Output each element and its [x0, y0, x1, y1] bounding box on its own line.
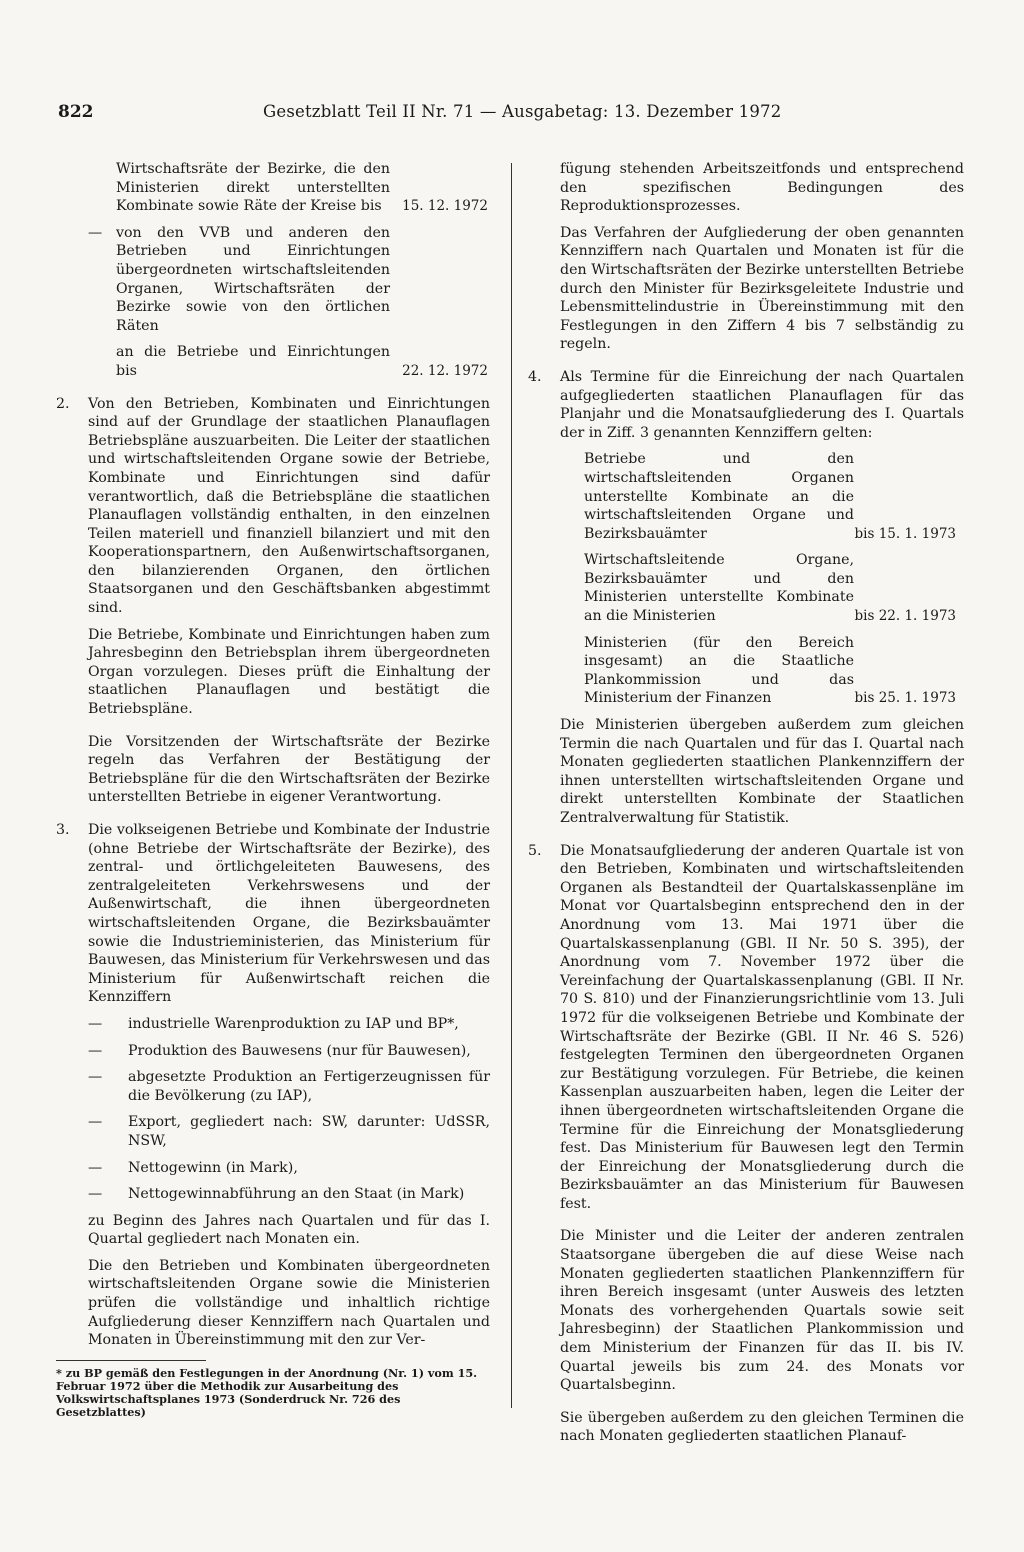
deadline-entry: Ministerien (für den Bereich insgesamt) an die Staatliche Plankommission und das Ministerium der Finanzen bis 25. 1. 1973	[584, 634, 956, 707]
kennziffer-item: — industrielle Warenproduktion zu IAP und BP*,	[88, 1015, 459, 1032]
section-4	[528, 368, 964, 828]
dash-block	[56, 224, 490, 336]
deadline-block-1	[56, 160, 490, 216]
kennziffer-item: — Produktion des Bauwesens (nur für Bauwesen),	[88, 1042, 471, 1059]
deadline-2-text: an die Betriebe und Einrichtungen bis	[116, 344, 390, 379]
kennziffer-item: — Export, gegliedert nach: SW, darunter: UdSSR, NSW,	[88, 1114, 490, 1149]
right-column	[528, 160, 964, 1446]
deadline-entry: Betriebe und den wirtschaftsleitenden Organen unterstellte Kombinate an die wirtschaftsleitenden Organe und Bezirksbauämter bis 15. 1. 1973	[584, 451, 956, 542]
column-divider	[511, 163, 512, 1408]
dash-marker: —	[88, 224, 103, 241]
section-2-paragraph-3: Die Vorsitzenden der Wirtschaftsräte der Bezirke regeln das Verfahren der Bestätigung der Betriebspläne für die den Wirtschaftsräten der Bezirke unterstellten Betriebe in eigener Verantwortung.	[88, 733, 490, 806]
running-title: Gesetzblatt Teil II Nr. 71 — Ausgabetag: 13. Dezember 1972	[263, 102, 782, 121]
section-2-paragraph-2: Die Betriebe, Kombinate und Einrichtungen haben zum Jahresbeginn den Betriebsplan ihrem übergeordneten Organ vorzulegen. Dieses prüft die Einhaltung der staatlichen Planauflagen und bestätigt die Betriebspläne.	[88, 626, 490, 718]
section-4-paragraph-1: Als Termine für die Einreichung der nach Quartalen aufgegliederten staatlichen Planauflagen für das Planjahr und die Monatsaufgliederung des I. Quartals der in Ziff. 3 genannten Kennziffern gelten:	[560, 368, 964, 441]
section-5	[528, 842, 964, 1446]
deadline-1-date: 15. 12. 1972	[402, 198, 488, 215]
section-3	[56, 821, 490, 1350]
section-2-paragraph-1: Von den Betrieben, Kombinaten und Einrichtungen sind auf der Grundlage der staatlichen Planauflagen Betriebspläne auszuarbeiten. Die Leiter der staatlichen und wirtschaftsleitenden Organe sowie der Betriebe, Kombinate und Einrichtungen sind dafür verantwortlich, daß die Betriebspläne die staatlichen Planauflagen vollständig enthalten, in den einzelnen Teilen materiell und finanziell bilanziert und mit den Kooperationspartnern, den Außenwirtschaftsorganen, den bilanzierenden Organen, den örtlichen Staatsorganen und den Geschäftsbanken abgestimmt sind.	[88, 395, 490, 617]
section-5-paragraph-1: Die Monatsaufgliederung der anderen Quartale ist von den Betrieben, Kombinaten und wirtschaftsleitenden Organen als Bestandteil der Quartalskassenpläne im Monat vor Quartalsbeginn entsprechend den in der Anordnung vom 13. Mai 1971 über die Quartalskassenplanung (GBl. II Nr. 50 S. 395), der Anordnung vom 7. November 1972 über die Vereinfachung der Quartalskassenplanung (GBl. II Nr. 70 S. 810) und der Finanzierungsrichtlinie vom 13. Juli 1972 für die volkseigenen Betriebe und Kombinate der Wirtschaftsräte der Bezirke (GBl. II Nr. 46 S. 526) festgelegten Terminen den übergeordneten Organen zur Bestätigung vorzulegen. Für Betriebe, die keinen Kassenplan auszuarbeiten haben, legen die Leiter der ihnen übergeordneten wirtschaftsleitenden Organe die Termine für die Einreichung der Monatsgliederung fest. Das Ministerium für Bauwesen legt den Termin der Einreichung der Monatsgliederung durch die Bezirksbauämter an das Ministerium für Bauwesen fest.	[560, 842, 964, 1212]
section-3-number: 3.	[56, 822, 70, 838]
section-4-number: 4.	[528, 368, 542, 385]
deadline-1-text: Wirtschaftsräte der Bezirke, die den Ministerien direkt unterstellten Kombinate sowie Räte der Kreise bis	[116, 161, 390, 215]
deadline-block-2	[56, 343, 490, 380]
deadline-entry: Wirtschaftsleitende Organe, Bezirksbauämter und den Ministerien unterstellte Kombinate an die Ministerien bis 22. 1. 1973	[584, 552, 956, 625]
page-header	[58, 102, 978, 132]
section-2	[56, 395, 490, 807]
dash-block-text: von den VVB und anderen den Betrieben und Einrichtungen übergeordneten wirtschaftsleitenden Organen, Wirtschaftsräten der Bezirke sowie von den örtlichen Räten	[116, 224, 390, 334]
section-5-paragraph-2: Die Minister und die Leiter der anderen zentralen Staatsorgane übergeben die auf diese Weise nach Monaten gegliederten staatlichen Plankennziffern für ihren Bereich insgesamt (unter Ausweis des letzten Monats des vorhergehenden Quartals sowie seit Jahresbeginn) der Staatlichen Plankommission und dem Ministerium der Finanzen für das II. bis IV. Quartal jeweils bis zum 24. des Monats vor Quartalsbeginn.	[560, 1228, 964, 1394]
continuation-paragraph: fügung stehenden Arbeitszeitfonds und entsprechend den spezifischen Bedingungen des Reproduktionsprozesses.	[560, 161, 964, 215]
deadline-2-date: 22. 12. 1972	[402, 362, 488, 379]
section-3-paragraph-2: zu Beginn des Jahres nach Quartalen und für das I. Quartal gegliedert nach Monaten ein.	[88, 1212, 490, 1248]
kennziffer-item: — Nettogewinn (in Mark),	[88, 1159, 298, 1176]
section-4-paragraph-2: Die Ministerien übergeben außerdem zum gleichen Termin die nach Quartalen und für das I. Quartal nach Monaten gegliederten staatlichen Plankennziffern der ihnen unterstellten wirtschaftsleitenden Organe und direkt unterstellten Kombinate der Staatlichen Zentralverwaltung für Statistik.	[560, 717, 964, 826]
section-5-number: 5.	[528, 842, 542, 859]
footnote-rule	[56, 1360, 206, 1361]
section-5-paragraph-3: Sie übergeben außerdem zu den gleichen Terminen die nach Monaten gegliederten staatlichen Planauf-	[560, 1409, 964, 1445]
footnote: * zu BP gemäß den Festlegungen in der Anordnung (Nr. 1) vom 15. Februar 1972 über die Methodik zur Ausarbeitung des Volkswirtschaftsplanes 1973 (Sonderdruck Nr. 726 des Gesetzblattes)	[56, 1365, 478, 1419]
kennziffer-item: — Nettogewinnabführung an den Staat (in Mark)	[88, 1186, 465, 1203]
section-3-paragraph-1: Die volkseigenen Betriebe und Kombinate der Industrie (ohne Betriebe der Wirtschaftsräte der Bezirke), des zentral- und örtlichgeleiteten Bauwesens, des zentralgeleiteten Verkehrswesens und der Außenwirtschaft, die ihnen übergeordneten wirtschaftsleitenden Organe, die Bezirksbauämter sowie die Industrieministerien, das Ministerium für Bauwesen, das Ministerium für Verkehrswesen und das Ministerium für Außenwirtschaft reichen die Kennziffern	[88, 822, 490, 1006]
section-3-paragraph-3: Die den Betrieben und Kombinaten übergeordneten wirtschaftsleitenden Organe sowie die Ministerien prüfen die vollständige und inhaltlich richtige Aufgliederung dieser Kennziffern nach Quartalen und Monaten in Übereinstimmung mit den zur Ver-	[88, 1257, 490, 1349]
procedure-paragraph: Das Verfahren der Aufgliederung der oben genannten Kennziffern nach Quartalen und Monaten ist für die den Wirtschaftsräten der Bezirke unterstellten Betriebe durch den Minister für Bezirksgeleitete Industrie und Lebensmittelindustrie in Übereinstimmung mit den Festlegungen in den Ziffern 4 bis 7 selbständig zu regeln.	[560, 224, 964, 353]
section-2-number: 2.	[56, 395, 70, 412]
page-number: 822	[58, 102, 94, 122]
left-column	[56, 160, 490, 1419]
kennziffer-item: — abgesetzte Produktion an Fertigerzeugnissen für die Bevölkerung (zu IAP),	[88, 1069, 490, 1104]
